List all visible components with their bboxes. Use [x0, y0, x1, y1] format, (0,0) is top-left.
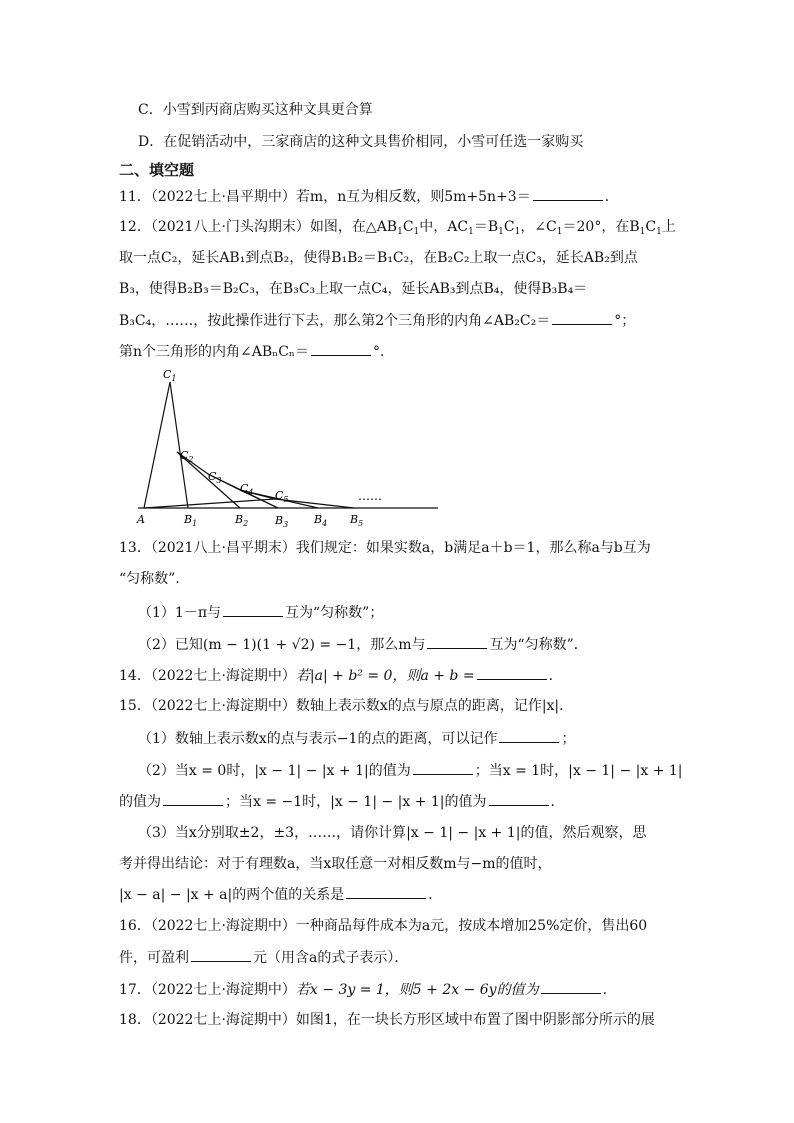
- q17-number: 17．: [119, 982, 151, 998]
- triangle-1: [144, 382, 188, 508]
- q15-text: ；当x = 1时，|x − 1| − |x + 1|: [474, 763, 683, 779]
- q13-text: 我们规定：如果实数a，b满足a＋b＝1，那么称a与b互为: [295, 540, 651, 556]
- question-13-part-2: [138, 634, 588, 655]
- q15-text: ．: [428, 887, 443, 903]
- question-13-line-2: “匀称数”．: [119, 571, 190, 587]
- question-15-part-2: [138, 760, 683, 781]
- q11-text: 若m，n互为相反数，则5m+5n+3＝: [295, 189, 531, 205]
- q12-text: ，∠C: [520, 219, 557, 235]
- question-12-line-5: [119, 341, 394, 362]
- question-18: [119, 1010, 655, 1030]
- question-16-line-1: [119, 916, 647, 936]
- q18-text: 如图1，在一块长方形区域中布置了图中阴影部分所示的展: [295, 1012, 655, 1028]
- q12-text: 如图，在△AB: [309, 219, 398, 235]
- triangle-sequence-figure: [130, 362, 450, 532]
- label-b3: $B_3$: [275, 514, 289, 529]
- triangle-6: [144, 499, 275, 508]
- q14-number: 14．: [119, 668, 151, 684]
- q12-text: C: [645, 219, 657, 235]
- q13-number: 13．: [119, 540, 151, 556]
- q17-text: ．: [602, 982, 617, 998]
- q16-text: 一种商品每件成本为a元，按成本增加25%定价，售出60: [295, 918, 648, 934]
- question-15-part-1: [138, 728, 575, 749]
- q16-source: （2022七上·海淀期中）: [150, 918, 296, 934]
- q12-text: B₃C₄，……，按此操作进行下去，那么第2个三角形的内角∠AB₂C₂＝: [119, 313, 551, 329]
- q12-answer-blank-1[interactable]: [552, 310, 612, 325]
- q16-text: 件，可盈利: [119, 950, 189, 966]
- q18-number: 18．: [119, 1012, 151, 1028]
- q12-source: （2021八上·门头沟期末）: [150, 219, 310, 235]
- q15-answer-blank-2[interactable]: [413, 760, 473, 775]
- q15-text: ；: [561, 731, 576, 747]
- q15-text: |x − a| − |x + a|的两个值的关系是: [119, 887, 345, 903]
- label-b4: $B_4$: [314, 513, 328, 528]
- q15-text: 数轴上表示数x的点与原点的距离，记作|x|．: [295, 698, 574, 714]
- q12-text: 中，AC: [419, 219, 469, 235]
- q15-number: 15．: [119, 698, 151, 714]
- question-13-line-1: [119, 538, 651, 558]
- q13-text: 互为“匀称数”；: [285, 605, 384, 621]
- q12-text: °；: [614, 313, 636, 329]
- q13-answer-blank-1[interactable]: [223, 602, 283, 617]
- q15-text: ．: [550, 794, 565, 810]
- q11-source: （2022七上·昌平期中）: [150, 189, 296, 205]
- question-12-line-1: 12．（2021八上·门头沟期末）如图，在$\triangle AB_1C_1$中，$AC_1=B_1C_1$，$\angle C_1=20^\circ$，在$B_1C_1$上: [119, 219, 676, 237]
- q15-text: （1）数轴上表示数x的点与表示−1的点的距离，可以记作: [138, 731, 498, 747]
- q16-number: 16．: [119, 918, 151, 934]
- option-d: D．在促销活动中，三家商店的这种文具售价相同，小雪可任选一家购买: [138, 134, 584, 150]
- q15-text: ；当x = −1时，|x − 1| − |x + 1|的值为: [225, 794, 487, 810]
- q11-answer-blank[interactable]: [533, 186, 603, 201]
- q13-text: （1）1－π与: [138, 605, 222, 621]
- q17-text: 若x − 3y = 1，则5 + 2x − 6y的值为: [295, 982, 539, 998]
- q12-number: 12．: [119, 219, 151, 235]
- label-c3: $C_3$: [208, 470, 222, 485]
- q11-number: 11．: [119, 189, 151, 205]
- label-ellipsis: ……: [358, 489, 382, 503]
- q13-answer-blank-2[interactable]: [427, 634, 487, 649]
- q15-answer-blank-1[interactable]: [499, 728, 559, 743]
- q12-text: ＝20°，在B: [562, 219, 640, 235]
- label-b5: $B_5$: [350, 513, 364, 528]
- q16-text: 元（用含a的式子表示）．: [253, 950, 409, 966]
- q15-text: 的值为: [119, 794, 161, 810]
- label-b2: $B_2$: [235, 513, 249, 528]
- question-15-part-3: （3）当x分别取±2，±3，……，请你计算|x − 1| − |x + 1|的值，然后观察，思: [138, 825, 647, 841]
- q12-text: 第n个三角形的内角∠ABₙCₙ＝: [119, 344, 309, 360]
- q14-answer-blank[interactable]: [477, 665, 547, 680]
- question-17: [119, 979, 617, 1000]
- label-b1: $B_1$: [184, 513, 198, 528]
- label-c2: $C_2$: [180, 449, 194, 464]
- q14-text: ．: [548, 668, 563, 684]
- q15-source: （2022七上·海淀期中）: [150, 698, 296, 714]
- question-11: 11．（2022七上·昌平期中）若m，n互为相反数，则5m+5n+3＝ ．: [119, 186, 619, 207]
- question-15-part-3-end: [119, 884, 442, 905]
- q16-answer-blank[interactable]: [191, 947, 251, 962]
- label-c1: $C_1$: [163, 368, 177, 383]
- label-a: A: [137, 513, 145, 526]
- question-13-part-1: [138, 602, 383, 623]
- q15-answer-blank-4[interactable]: [489, 791, 549, 806]
- option-c: C．小雪到丙商店购买这种文具更合算: [138, 102, 373, 118]
- q13-text: （2）已知(m − 1)(1 + √2) = −1，那么m与: [138, 637, 426, 653]
- q18-source: （2022七上·海淀期中）: [150, 1012, 296, 1028]
- q15-answer-blank-5[interactable]: [346, 884, 426, 899]
- question-14: [119, 665, 563, 686]
- q12-answer-blank-2[interactable]: [311, 341, 371, 356]
- q12-text: C: [503, 219, 515, 235]
- q17-answer-blank[interactable]: [541, 979, 601, 994]
- question-15-line-1: [119, 696, 573, 716]
- q14-text: 若|a| + b² = 0，则a + b =: [295, 668, 475, 684]
- q15-text: （2）当x = 0时，|x − 1| − |x + 1|的值为: [138, 763, 411, 779]
- question-15-part-2-cont: [119, 791, 565, 812]
- label-c5: $C_5$: [275, 489, 289, 504]
- triangle-5: [240, 490, 354, 508]
- label-c4: $C_4$: [240, 482, 254, 497]
- question-12-line-3: B₃，使得B₂B₃＝B₂C₃，在B₃C₃上取一点C₄，延长AB₃到点B₄，使得B₃B₄＝: [119, 281, 588, 297]
- q12-text: °．: [372, 344, 394, 360]
- q12-text: 上: [661, 219, 676, 235]
- q14-source: （2022七上·海淀期中）: [150, 668, 296, 684]
- question-15-part-3-cont: 考并得出结论：对于有理数a，当x取任意一对相反数m与−m的值时，: [119, 856, 552, 872]
- question-16-line-2: [119, 947, 408, 968]
- question-12-line-2: 取一点C₂，延长AB₁到点B₂，使得B₁B₂＝B₁C₂，在B₂C₂上取一点C₃，延长AB₂到点: [119, 250, 638, 266]
- q12-text: ＝B: [473, 219, 499, 235]
- q13-text: 互为“匀称数”．: [489, 637, 588, 653]
- q15-answer-blank-3[interactable]: [163, 791, 223, 806]
- section-title: 二、填空题: [119, 161, 195, 179]
- q17-source: （2022七上·海淀期中）: [150, 982, 296, 998]
- q13-source: （2021八上·昌平期末）: [150, 540, 296, 556]
- question-12-line-4: [119, 310, 635, 331]
- q12-text: C: [402, 219, 414, 235]
